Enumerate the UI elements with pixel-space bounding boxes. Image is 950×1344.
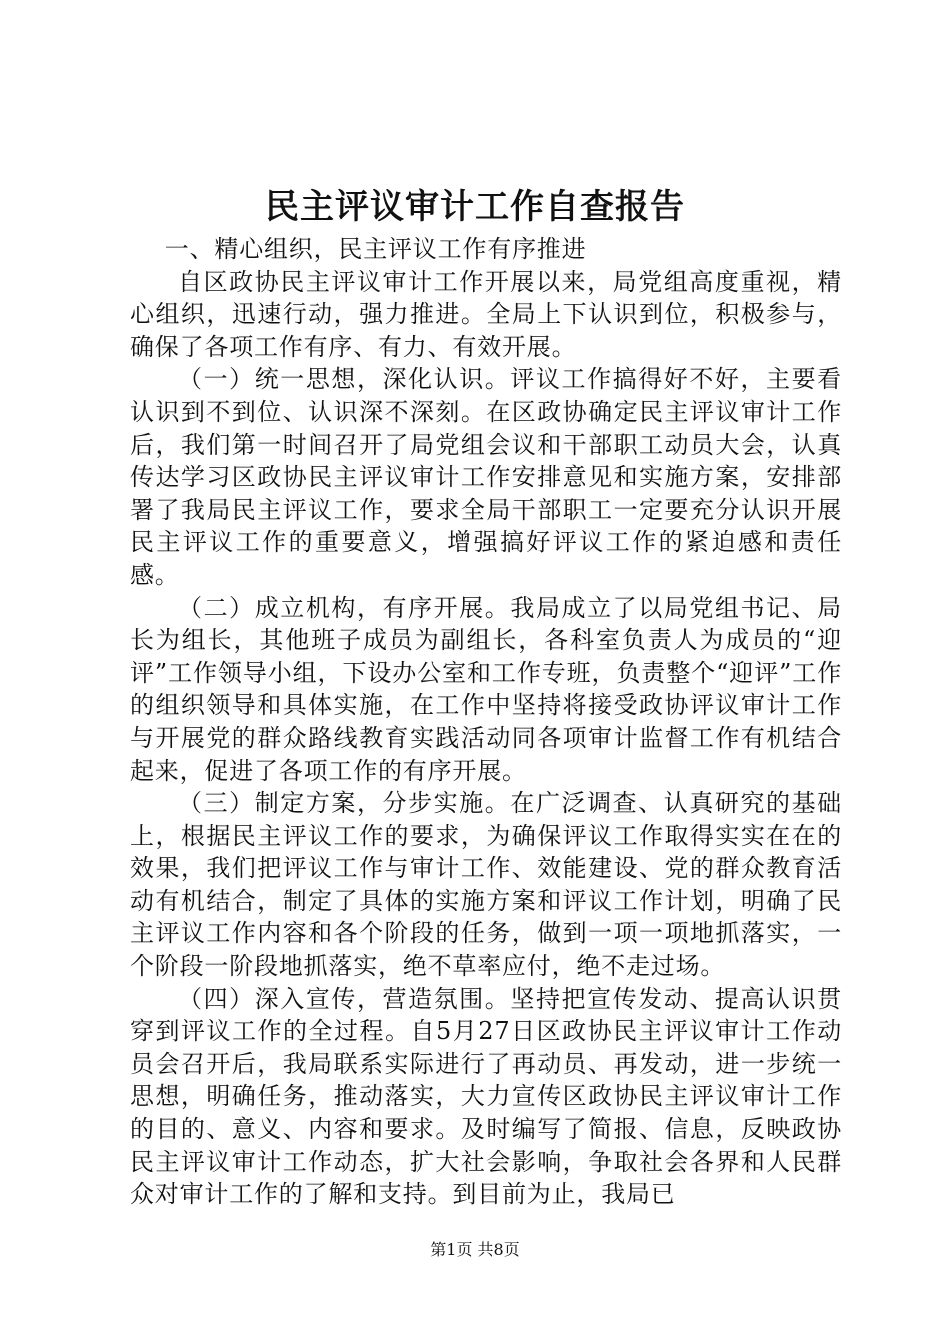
page-footer: 第1页 共8页	[430, 1240, 520, 1259]
document-body	[130, 233, 842, 1211]
paragraph-2: （二）成立机构，有序开展。我局成立了以局党组书记、局长为组长，其他班子成员为副组长，各科室负责人为成员的“迎评”工作领导小组，下设办公室和工作专班，负责整个“迎评”工作的组织领导和具体实施，在工作中坚持将接受政协评议审计工作与开展党的群众路线教育实践活动同各项审计监督工作有机结合起来，促进了各项工作的有序开展。	[130, 593, 842, 785]
paragraph-4: （四）深入宣传，营造氛围。坚持把宣传发动、提高认识贯穿到评议工作的全过程。自5月27日区政协民主评议审计工作动员会召开后，我局联系实际进行了再动员、再发动，进一步统一思想，明确任务，推动落实，大力宣传区政协民主评议审计工作的目的、意义、内容和要求。及时编写了简报、信息，反映政协民主评议审计工作动态，扩大社会影响，争取社会各界和人民群众对审计工作的了解和支持。到目前为止，我局已	[130, 984, 842, 1209]
paragraph-intro: 自区政协民主评议审计工作开展以来，局党组高度重视，精心组织，迅速行动，强力推进。全局上下认识到位，积极参与，确保了各项工作有序、有力、有效开展。	[130, 267, 842, 361]
paragraph-1: （一）统一思想，深化认识。评议工作搞得好不好，主要看认识到不到位、认识深不深刻。在区政协确定民主评议审计工作后，我们第一时间召开了局党组会议和干部职工动员大会，认真传达学习区政协民主评议审计工作安排意见和实施方案，安排部署了我局民主评议工作，要求全局干部职工一定要充分认识开展民主评议工作的重要意义，增强搞好评议工作的紧迫感和责任感。	[130, 365, 842, 589]
paragraph-3: （三）制定方案，分步实施。在广泛调查、认真研究的基础上，根据民主评议工作的要求，为确保评议工作取得实实在在的效果，我们把评议工作与审计工作、效能建设、党的群众教育活动有机结合，制定了具体的实施方案和评议工作计划，明确了民主评议工作内容和各个阶段的任务，做到一项一项地抓落实，一个阶段一阶段地抓落实，绝不草率应付，绝不走过场。	[130, 789, 842, 981]
document-title: 民主评议审计工作自查报告	[265, 187, 685, 227]
section-heading: 一、精心组织，民主评议工作有序推进	[164, 235, 587, 263]
